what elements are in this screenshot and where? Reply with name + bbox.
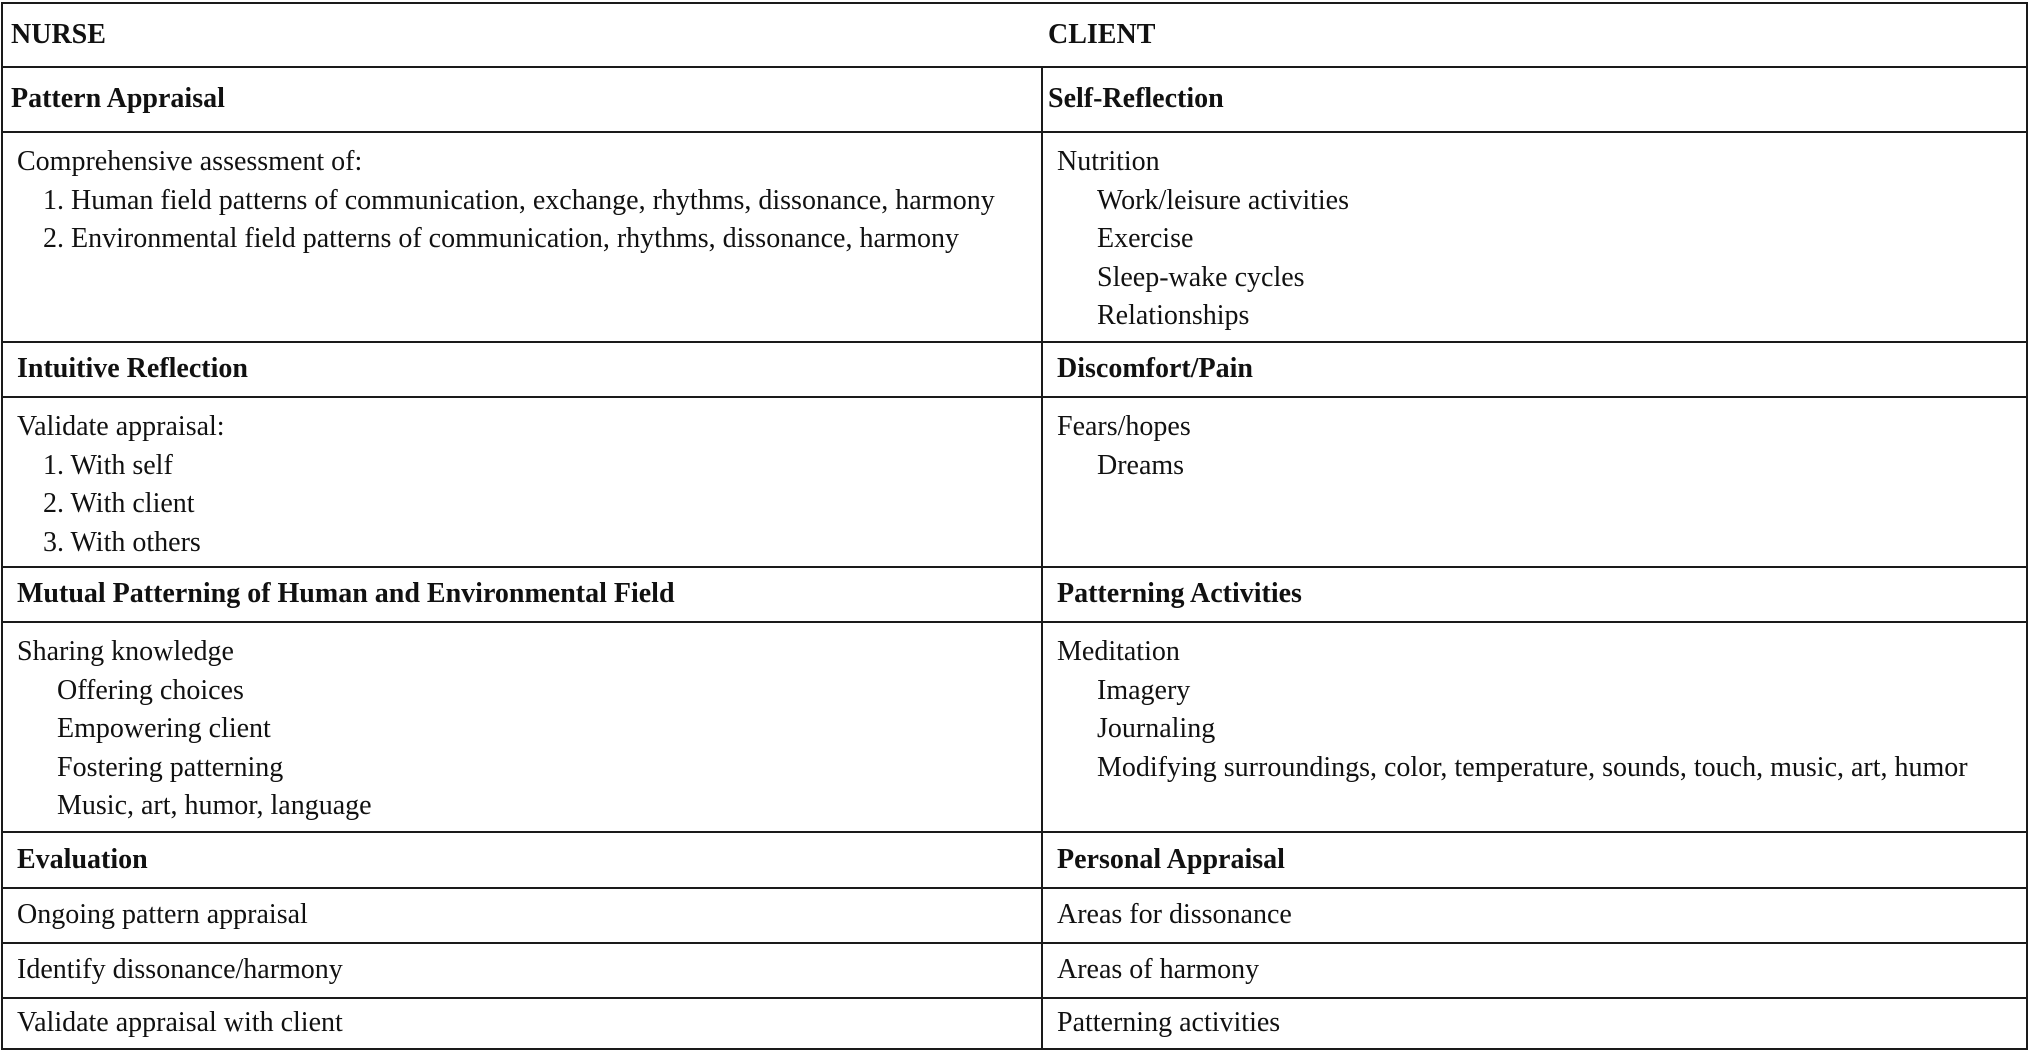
cell-line: Journaling bbox=[1097, 713, 1216, 744]
nurse-cell: Validate appraisal with client bbox=[3, 999, 1043, 1048]
cell-line: Nutrition bbox=[1057, 146, 1160, 177]
section-heading-client: Self-Reflection bbox=[1043, 68, 2026, 133]
cell-line: Work/leisure activities bbox=[1097, 184, 1349, 216]
cell-line: Offering choices bbox=[57, 674, 244, 706]
nurse-cell bbox=[3, 133, 1043, 343]
nurse-cell bbox=[3, 623, 1043, 833]
cell-line: Validate appraisal: bbox=[17, 411, 225, 442]
column-header-client: CLIENT bbox=[1043, 4, 2026, 68]
column-header-nurse: NURSE bbox=[3, 4, 1043, 68]
cell-line: Imagery bbox=[1097, 674, 1191, 706]
section-heading-nurse: Pattern Appraisal bbox=[3, 68, 1043, 133]
section-heading-client: Personal Appraisal bbox=[1043, 833, 2026, 889]
cell-line: Music, art, humor, language bbox=[57, 790, 372, 821]
nursing-process-table bbox=[1, 2, 2028, 1050]
cell-line: Sharing knowledge bbox=[17, 636, 234, 667]
cell-line: 3. With others bbox=[43, 526, 201, 558]
section-heading-nurse: Mutual Patterning of Human and Environmental Field bbox=[3, 568, 1043, 623]
section-heading-client: Discomfort/Pain bbox=[1043, 343, 2026, 398]
cell-line: Relationships bbox=[1097, 300, 1250, 331]
cell-line: Dreams bbox=[1097, 449, 1185, 481]
section-heading-nurse: Intuitive Reflection bbox=[3, 343, 1043, 398]
cell-line: Modifying surroundings, color, temperature, sounds, touch, music, art, humor bbox=[1097, 751, 1968, 783]
cell-line: Sleep-wake cycles bbox=[1097, 261, 1305, 293]
nurse-cell: Identify dissonance/harmony bbox=[3, 944, 1043, 999]
section-heading-nurse: Evaluation bbox=[3, 833, 1043, 889]
client-cell: Patterning activities bbox=[1057, 1007, 1281, 1039]
nurse-cell bbox=[3, 398, 1043, 568]
client-cell bbox=[1043, 398, 2026, 568]
cell-line: Fears/hopes bbox=[1057, 411, 1191, 442]
client-cell bbox=[1043, 133, 2026, 343]
cell-line: 2. With client bbox=[43, 488, 195, 519]
client-cell: Areas for dissonance bbox=[1043, 889, 2026, 944]
cell-line: Empowering client bbox=[57, 713, 271, 744]
cell-line: Meditation bbox=[1057, 636, 1180, 667]
section-heading-client: Patterning Activities bbox=[1043, 568, 2026, 623]
cell-line: Comprehensive assessment of: bbox=[17, 146, 363, 177]
cell-line: 2. Environmental field patterns of communication, rhythms, dissonance, harmony bbox=[43, 223, 960, 254]
cell-line: 1. Human field patterns of communication, exchange, rhythms, dissonance, harmony bbox=[43, 184, 995, 216]
client-cell bbox=[1043, 623, 2026, 833]
cell-line: Fostering patterning bbox=[57, 751, 284, 783]
cell-line: 1. With self bbox=[43, 449, 173, 481]
client-cell: Areas of harmony bbox=[1043, 944, 2026, 999]
cell-line: Exercise bbox=[1097, 223, 1194, 254]
nurse-cell: Ongoing pattern appraisal bbox=[3, 889, 1043, 944]
